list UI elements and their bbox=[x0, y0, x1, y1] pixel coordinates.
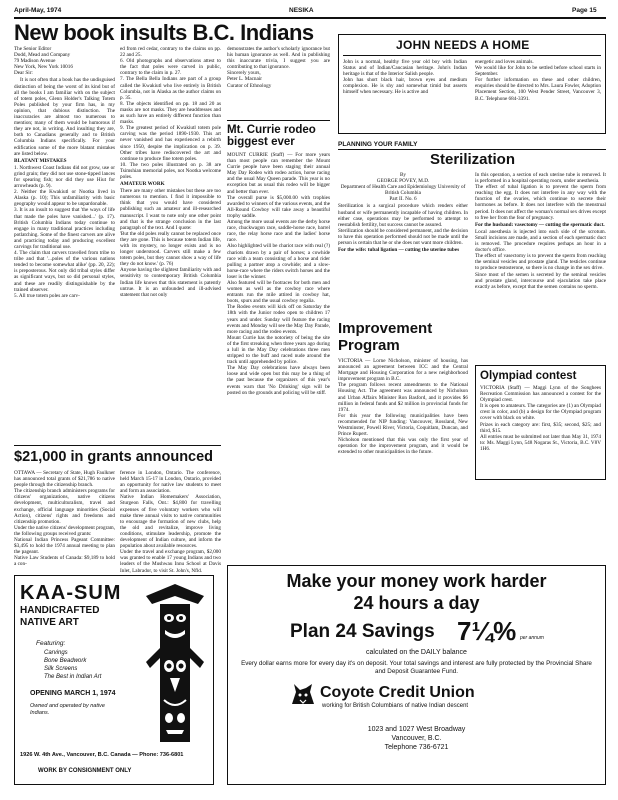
home-rule bbox=[343, 55, 601, 56]
improvement-text: VICTORIA — Lorne Nicholson, minister of housing, has announced an agreement between ICC and the Central Mortgage and Housing Corporation for a new neighborhood improvement program in B.C. The program follows recent amendments to the National Housing Act. The agreement was announced by Nicholson and Urban Affairs Minister Ron Basford, and it provides $6 million in federal funds and $2 million in provincial funds for 1974. For this year the following municipalities have been recommended for NIP funding: Vancouver, Rossland, New Westminster, Powell River, Victoria, Coquitlam, Duncan, and Prince Rupert. Nicholson mentioned that this was only the first year of operation for the improvement program, and it would be extended to other municipalities in the future. bbox=[338, 358, 468, 456]
grants-rule bbox=[14, 445, 221, 446]
sterilization-text-b: In this operation, a section of each uterine tube is removed. It is performed in a hospital operating room, under anesthesia. The effect of tubal ligation is to prevent the sperm from reaching the egg. It does not interfere in any way with the function of the ovaries, which continue to secrete their hormones as before. It does not interfere with the menstrual period. It does not affect the woman's normal sex drives except to free her from the fear of pregnancy. bbox=[475, 172, 606, 221]
main-article-col3 bbox=[227, 46, 330, 116]
cu-headline-1: Make your money work harder bbox=[286, 571, 547, 591]
grants-text-b: ference in London, Ontario. The conference, held March 15-17 in London, Ontario, provided an opportunity for native law students to meet and form an association. Native Indian Homemakers' Association, Sturgeon Falls, Ont.: $4,800 for travelling expenses of five voluntary workers who will make three annual visits to native communities to encourage the formation of new clubs, help the old and revitalize, improve living conditions, stimulate leadership, promote the development of Indian culture, and inform the population about available resources. Under the travel and exchange program, $2,000 was granted to enable 17 young Indians and two leaders of the Mushwau Innu School at Davis Inlet, Labrador, to visit St. John's, Nfld. bbox=[120, 470, 221, 574]
olympiad-article bbox=[480, 385, 601, 477]
grants-headline: $21,000 in grants announced bbox=[14, 449, 214, 465]
home-col1 bbox=[343, 59, 467, 131]
kaasum-native-art: NATIVE ART bbox=[20, 617, 79, 628]
rodeo-text: MOUNT CURRIE (Staff) — For more years than most people can remember the Mount Currie people have been staging their annual May Day Rodeo with rodeo action, horse racing and the usual May Queen parade. This year is no exception but as usual this rodeo will be bigger and better than ever. The overall purse is $5,000.00 with trophies awarded to winners of the various events, and the All-Round Cowboy will take away a beautiful trophy saddle. Among the more usual events are the derby horse race, chuckwagon race, saddle-horse race, barrel race, the relay horse race and the ladies' horse race. Also highlighted will be chariot race with real (?) chariots drawn by a pair of horses; a cowhide race with a team consisting of a horse and rider pulling a partner atop a cowhide; and a slow-horse-race where the riders switch horses and the loser is the winner. Also featured will be footraces for both men and women as well as the cowboy race where entrants run the mile attired in cowboy hat, boots, spurs and the usual cowboy regalia. The Rodeo events will kick off on Saturday the 18th with the Junior rodeo open to children 17 years and under. Sunday will feature the racing events and Monday will see the May Day Parade, more racing and the rodeo events. Mount Currie has the notoriety of being the site of the first streaking when three years ago during a lull in the May Day celebrations three men stripped to the buff and raced nude around the track until apprehended by police. The May Day celebrations have always been loose and wide open but this may be a thing of the past because the organizers of this year's events warn that 'No Drinking' sign will be posted on the grounds and policing will be stiff. bbox=[227, 152, 331, 396]
sterilization-kicker: PLANNING YOUR FAMILY bbox=[338, 141, 418, 148]
header-rule bbox=[14, 17, 606, 19]
main-headline: New book insults B.C. Indians bbox=[14, 20, 314, 45]
grants-col2 bbox=[120, 470, 221, 574]
main-article-col1 bbox=[14, 46, 115, 441]
amateur-work-text: There are many other mistakes but these are too numerous to mention. I find it impossible to think that you would have considered publishing such an amateur and ill-researched manuscript. I want to note only one other point and that is the strange conclusion in the last paragraph of the text. And I quote: 'But the old poles really cannot be replaced once they are gone. This is because totem Indian life, with its mystery, no longer exists and is no longer understood. Carvers still make a few totem poles, but they cannot show a way of life they do not know.' (p. 76) Anyone having the slightest familiarity with and sensitivity to contemporary British Columbia Indian life knows that this statement is patently untrue. It is an unfounded and ill-advised statement that not only bbox=[120, 188, 221, 298]
cu-address: 1023 and 1027 West Broadway Vancouver, B.C. Telephone 736-6721 bbox=[367, 726, 466, 751]
rodeo-rule bbox=[227, 120, 330, 121]
cu-tagline: working for British Columbians of native Indian descent bbox=[322, 703, 469, 709]
subhead-blatant-mistakes: BLATANT MISTAKES bbox=[14, 157, 67, 164]
kaasum-featuring: Featuring: bbox=[36, 640, 66, 647]
kaasum-item-3: Silk Screens bbox=[44, 666, 78, 672]
issue-date: April-May, 1974 bbox=[14, 7, 62, 14]
subhead-tubal-ligation: For the wife: tubal ligation — cutting the uterine tubes bbox=[338, 247, 460, 254]
sterilization-col2 bbox=[475, 172, 606, 362]
mistakes-list-a: 1. Northwest Coast Indians did not grow, use or grind grain; they did not use stone-tipped lances for spearing fish; nor did they use Hiut for arrowheads (p. 9). 2. Neither the Kwakiutl or Nootka lived in Alaska (p. 10); This unfamiliarity with basic geography would appear to be unpardonable. 3. It is an insult to suggest that 'the ways of life that made the poles have vanished...' (p. 17). British Columbia Indians today continue to engage in many traditional practices including potlatching. Some of the finest carvers are alive and practicing today and producing excellent carvings for traditional use. 4. The claim that carvers travelled from tribe to tribe and that '...poles of the various nations tended to become somewhat alike' (pp. 20, 22); is preposterous. Not only did tribal styles differ as significant ways, but so did personal styles, and these are readily distinguishable by the trained observer. 5. All true totem poles are carv- bbox=[14, 164, 115, 299]
kaasum-item-1: Carvings bbox=[44, 650, 68, 656]
main-article-col2 bbox=[120, 46, 221, 441]
page-number: Page 15 bbox=[572, 7, 597, 14]
letter-address: The Senior Editor Dodd, Mead and Company 79 Madison Avenue New York, New York 10016 Dear Sir: bbox=[14, 46, 73, 77]
paper-name: NESIKA bbox=[289, 7, 314, 14]
cu-rate: 7¼% bbox=[457, 616, 517, 646]
home-col2 bbox=[475, 59, 601, 131]
kaasum-name: KAA-SUM bbox=[20, 582, 122, 604]
rodeo-article bbox=[227, 152, 330, 562]
improvement-headline: Improvement Program bbox=[338, 320, 433, 354]
olympiad-headline: Olympiad contest bbox=[480, 370, 577, 382]
kaasum-handicrafted: HANDICRAFTED bbox=[20, 605, 100, 616]
kaasum-consignment: WORK BY CONSIGNMENT ONLY bbox=[38, 768, 132, 774]
kaasum-owned: Owned and operated by native Indians. bbox=[30, 703, 105, 716]
sterilization-col1 bbox=[338, 172, 468, 317]
cu-headline-2: 24 hours a day bbox=[353, 593, 480, 613]
totem-pole-illustration bbox=[142, 582, 208, 747]
sterilization-byline: By GEORGE POVEY, M.D. Department of Health Care and Epidemiology University of British Columbia Part II. No. 6 bbox=[340, 172, 466, 203]
sterilization-rule bbox=[338, 149, 606, 150]
grants-col1 bbox=[14, 470, 115, 570]
home-headline: JOHN NEEDS A HOME bbox=[396, 38, 530, 52]
cu-rate-note: per annum bbox=[520, 635, 544, 641]
kaasum-item-4: The Best in Indian Art bbox=[44, 674, 102, 680]
sterilization-text-c: Local anesthesia is injected into each side of the scrotum. Small incisions are made, and a section of each spermatic duct is removed. The procedure requires perhaps an hour in a doctor's office. The effect of vasectomy is to prevent the sperm from reaching the seminal vesicles and prostate gland. The testicles continue to produce testosterone, so there is no change in the sex drive. Since most of the semen is secreted by the seminal vesicles and prostate gland, intercourse and ejaculation take place exactly as before, except that the semen contains no sperm. bbox=[475, 228, 606, 290]
subhead-vasectomy: For the husband: vasectomy — cutting the spermatic duct. bbox=[475, 221, 605, 228]
letter-closing: demonstrates the author's scholarly ignorance but his human ignorance as well. And in publishing this inaccurate trivia, I suggest you are contributing to that ignorance. Sincerely yours, Peter L. Macnair Curator of Ethnology bbox=[227, 46, 330, 89]
coyote-logo-icon bbox=[290, 682, 316, 706]
rodeo-headline: Mt. Currie rodeo biggest ever bbox=[227, 124, 316, 148]
sterilization-text-a: Sterilization is a surgical procedure which renders either husband or wife permanently incapable of having children. In either case, operations may be performed to attempt to reestablish fertility, but success cannot be assured. Sterilization should be considered permanent, and the decision to have this operation performed should not be made until the person is certain that he or she does not want more children. bbox=[338, 203, 468, 247]
cu-daily-balance: calculated on the DAILY balance bbox=[366, 649, 467, 656]
mistakes-list-b: ed from red cedar, contrary to the claims on pp. 22 and 25. 6. Old photographs and observations attest to the fact that poles were carved in public, contrary to the claim in p. 27. 7. The Bella Bella Indians are part of a group called the Kwakiutl who live entirely in British Columbia, not in Alaska as the author claims on p. 35. 8. The objects identified on pp. 18 and 20 as masks are not masks. They are headdresses and as such have an entirely different function than masks. 9. The greatest period of Kwakiutl totem pole carving was the period 1890-1930. This art never vanished and has experienced a rebirth since 1950, despite the implication on p. 39. Other tribes have rediscovered the art and continue to produce fine totem poles. 10. The two poles illustrated on p. 38 are Tsimshian memorial poles, not Nootka welcome poles. bbox=[120, 46, 221, 180]
grants-text-a: OTTAWA — Secretary of State, Hugh Faulkner has announced total grants of $21,786 to native people through the citizenship branch. The citizenship branch administers programs for citizens' organizations, native citizens development, multiculturalism, travel and exchange, official language minorities (Social Action), citizens' rights and freedoms and citizenship promotion. Under the native citizens' development program, the following groups received grants: National Indian Princess Pageant Committee: $3,495 to hold the 1974 annual meeting to plan the pageant. Native Law Students of Canada: $9,189 to hold a con- bbox=[14, 470, 115, 568]
cu-plan-name: Plan 24 Savings bbox=[290, 621, 435, 642]
letter-intro: It is not often that a book has the undisguised distinction of being the worst of its kind but of all the books I am familiar with on the subject of totem poles, Glenn Holder's Talking Totem Poles published by your firm has, in my opinion, that dubious distinction. The inaccuracies are almost too numerous to mention; many of them would be humorous if they are not, in writing. And insulting they are, both to Canadians generally and to British Columbia Indians specifically. For your edification some of the more blatant mistakes are listed below. bbox=[14, 77, 115, 157]
kaasum-item-2: Bone Beadwork bbox=[44, 658, 87, 664]
improvement-article bbox=[338, 358, 468, 480]
kaasum-address: 1926 W. 4th Ave., Vancouver, B.C. Canada — Phone: 736-6801 bbox=[20, 752, 184, 758]
cu-body: Every dollar earns more for every day it's on deposit. Your total savings and interest are fully protected by the Provincial Share and Deposit Guarantee Fund. bbox=[241, 660, 592, 675]
home-text-a: John is a normal, healthy five year old boy with Indian Status and of Indian/Caucasian heritage. John's Indian heritage is that of the Interior Salish people. John has short black hair, brown eyes and medium complexion. He is shy and somewhat timid but asserts himself when necessary. He is active and bbox=[343, 59, 467, 96]
kaasum-opening: OPENING MARCH 1, 1974 bbox=[30, 690, 116, 697]
cu-name: Coyote Credit Union bbox=[320, 684, 475, 701]
sterilization-headline: Sterilization bbox=[430, 151, 516, 168]
olympiad-text: VICTORIA (Staff) — Maggi Lynn of the Songhees Recreation Commission has announced a contest for the Olympiad crest. It is open to amateurs. The categories are (1) an Olympiad crest in color, and (b) a design for the Olympiad program cover with black on white. Prizes in each category are: first, $35; second, $25; and third, $15. All entries must be submitted not later than May 31, 1974 to: Ms. Maggi Lynn, 548 Nogaras St., Victoria, B.C. V8V 1H6. bbox=[480, 385, 601, 452]
subhead-amateur-work: AMATEUR WORK bbox=[120, 181, 165, 188]
home-text-b: energetic and loves animals. We would like for John to be settled before school starts in September. For further information on these and other children, enquiries should be directed to Mrs. Laura Fowler, Adoption Placement Section, 100 West Pender Street, Vancouver 3, B.C. Telephone 684-3391. bbox=[475, 59, 601, 102]
